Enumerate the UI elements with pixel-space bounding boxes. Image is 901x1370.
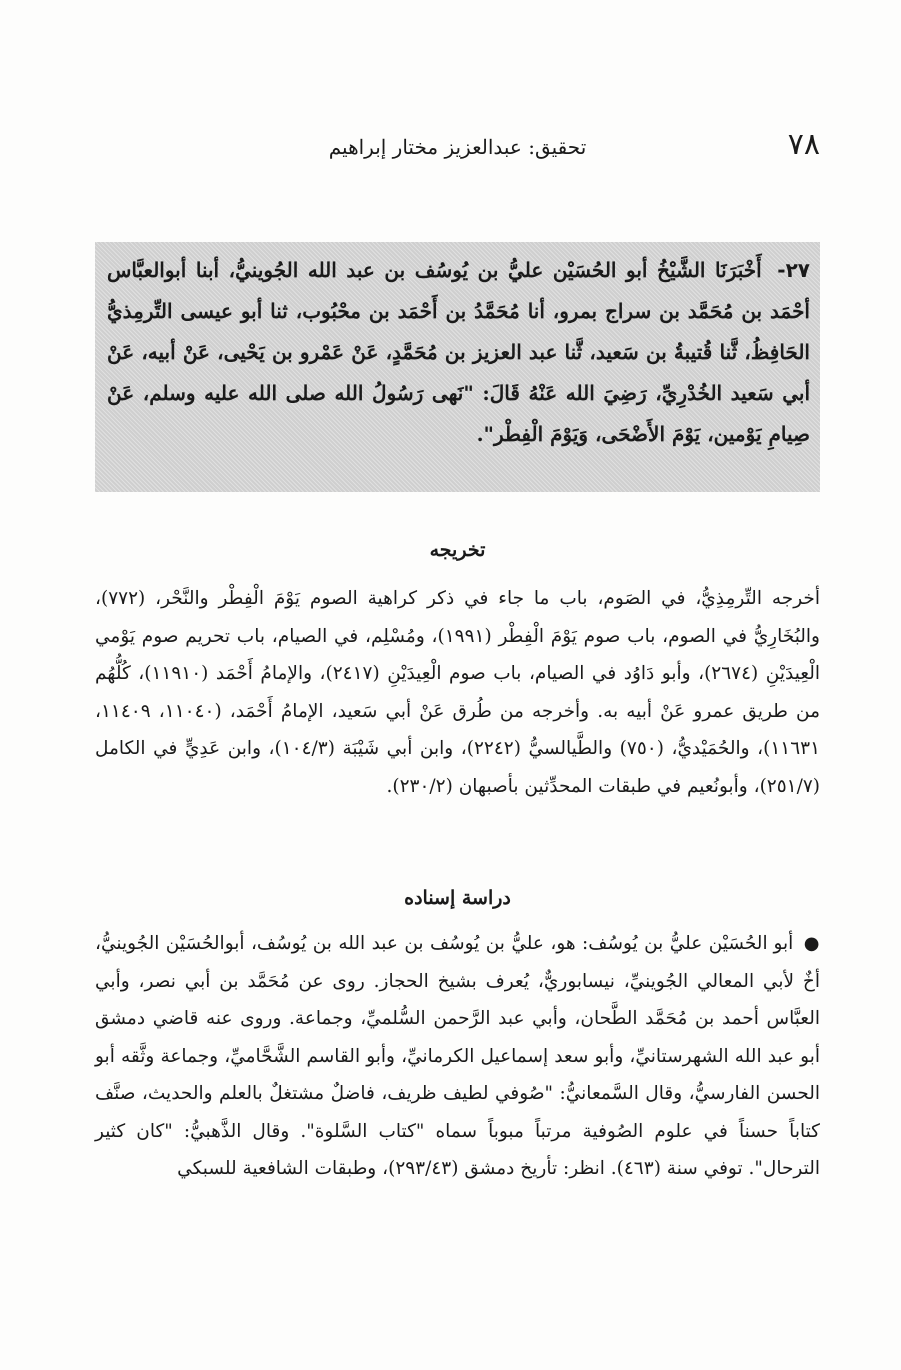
page-number: ٧٨ <box>787 127 820 162</box>
hadith-box <box>95 242 820 492</box>
page-header <box>95 128 820 168</box>
hadith-text: أَخْبَرَنَا الشَّيْخُ أبو الحُسَيْن عليُّ بن يُوسُف بن عبد الله الجُوينيُّ، أبنا أبوالعبَّاس أحْمَد بن مُحَمَّد بن سراج بمرو، أنا مُحَمَّدُ بن أَحْمَد بن محْبُوب، ثنا أبو عيسى التِّرمِذيُّ الحَافِظُ، ثَّنا قُتيبةُ بن سَعيد، ثَّنا عبد العزيز بن مُحَمَّدٍ، عَنْ عَمْرو بن يَحْيى، عَنْ أبيه، عَنْ أبي سَعيد الخُدْرِيِّ، رَضِيَ الله عَنْهُ قَالَ: "نَهى رَسُولُ الله صلى الله عليه وسلم، عَنْ صِيامِ يَوْمين، يَوْمَ الأَضْحَى، وَيَوْمَ الْفِطْر". <box>107 258 810 446</box>
dirasa-title: دراسة إسناده <box>404 887 511 909</box>
takhrij-paragraph: أخرجه التِّرمِذِيُّ، في الصَوم، باب ما جاء في ذكر كراهية الصوم يَوْمَ الْفِطْر والنَّحْر، (٧٧٢)، والبُخَارِيُّ في الصوم، باب صوم يَوْمَ الْفِطْر (١٩٩١)، ومُسْلِم، في الصيام، باب تحريم صوم يَوْمي الْعِيدَيْنِ (٢٦٧٤)، وأبو دَاوُد في الصيام، باب صوم الْعِيدَيْنِ (٢٤١٧)، والإمامُ أَحْمَد (١١٩١٠)، كُلُّهُم من طريق عمرو عَنْ أبيه به. وأخرجه من طُرق عَنْ أبي سَعيد، الإمامُ أَحْمَد، (١١٠٤٠، ١١٤٠٩، ١١٦٣١)، والحُمَيْديُّ، (٧٥٠) والطَّيالسيُّ (٢٢٤٢)، وابن أبي شَيْبَة (١٠٤/٣)، وابن عَدِيٍّ في الكامل (٢٥١/٧)، وأبونُعيم في طبقات المحدِّثين بأصبهان (٢٣٠/٢). <box>95 588 821 797</box>
bullet-icon: ● <box>803 933 820 954</box>
hadith-number: ٢٧- <box>777 258 810 282</box>
takhrij-title: تخريجه <box>429 539 486 561</box>
running-head: تحقيق: عبدالعزيز مختار إبراهيم <box>328 135 587 159</box>
dirasa-text: أبو الحُسَيْن عليُّ بن يُوسُف: هو، عليُّ بن يُوسُف بن عبد الله بن يُوسُف، أبوالحُسَيْن الجُوينيُّ، أخٌ لأبي المعالي الجُوينيِّ، نيسابوريٌّ، يُعرف بشيخ الحجاز. روى عن مُحَمَّد بن أبي نصر، وأبي العبَّاس أحمد بن مُحَمَّد الطَّحان، وأبي عبد الرَّحمن السُّلميِّ، وجماعة. وروى عنه قاضي دمشق أبو عبد الله الشهرستانيِّ، وأبو سعد إسماعيل الكرمانيِّ، وأبو القاسم الشَّحَّاميِّ، وجماعة وثَّقه أبو الحسن الفارسيُّ، وقال السَّمعانيُّ: "صُوفي لطيف ظريف، فاضلٌ مشتغلٌ بالعلم والحديث، صنَّف كتاباً حسناً في علوم الصُوفية مرتباً مبوباً سماه "كتاب السَّلوة". وقال الذَّهبيُّ: "كان كثير الترحال". توفي سنة (٤٦٣). انظر: تأريخ دمشق (٢٩٣/٤٣)، وطبقات الشافعية للسبكي <box>95 933 820 1179</box>
dirasa-paragraph <box>95 925 820 1225</box>
